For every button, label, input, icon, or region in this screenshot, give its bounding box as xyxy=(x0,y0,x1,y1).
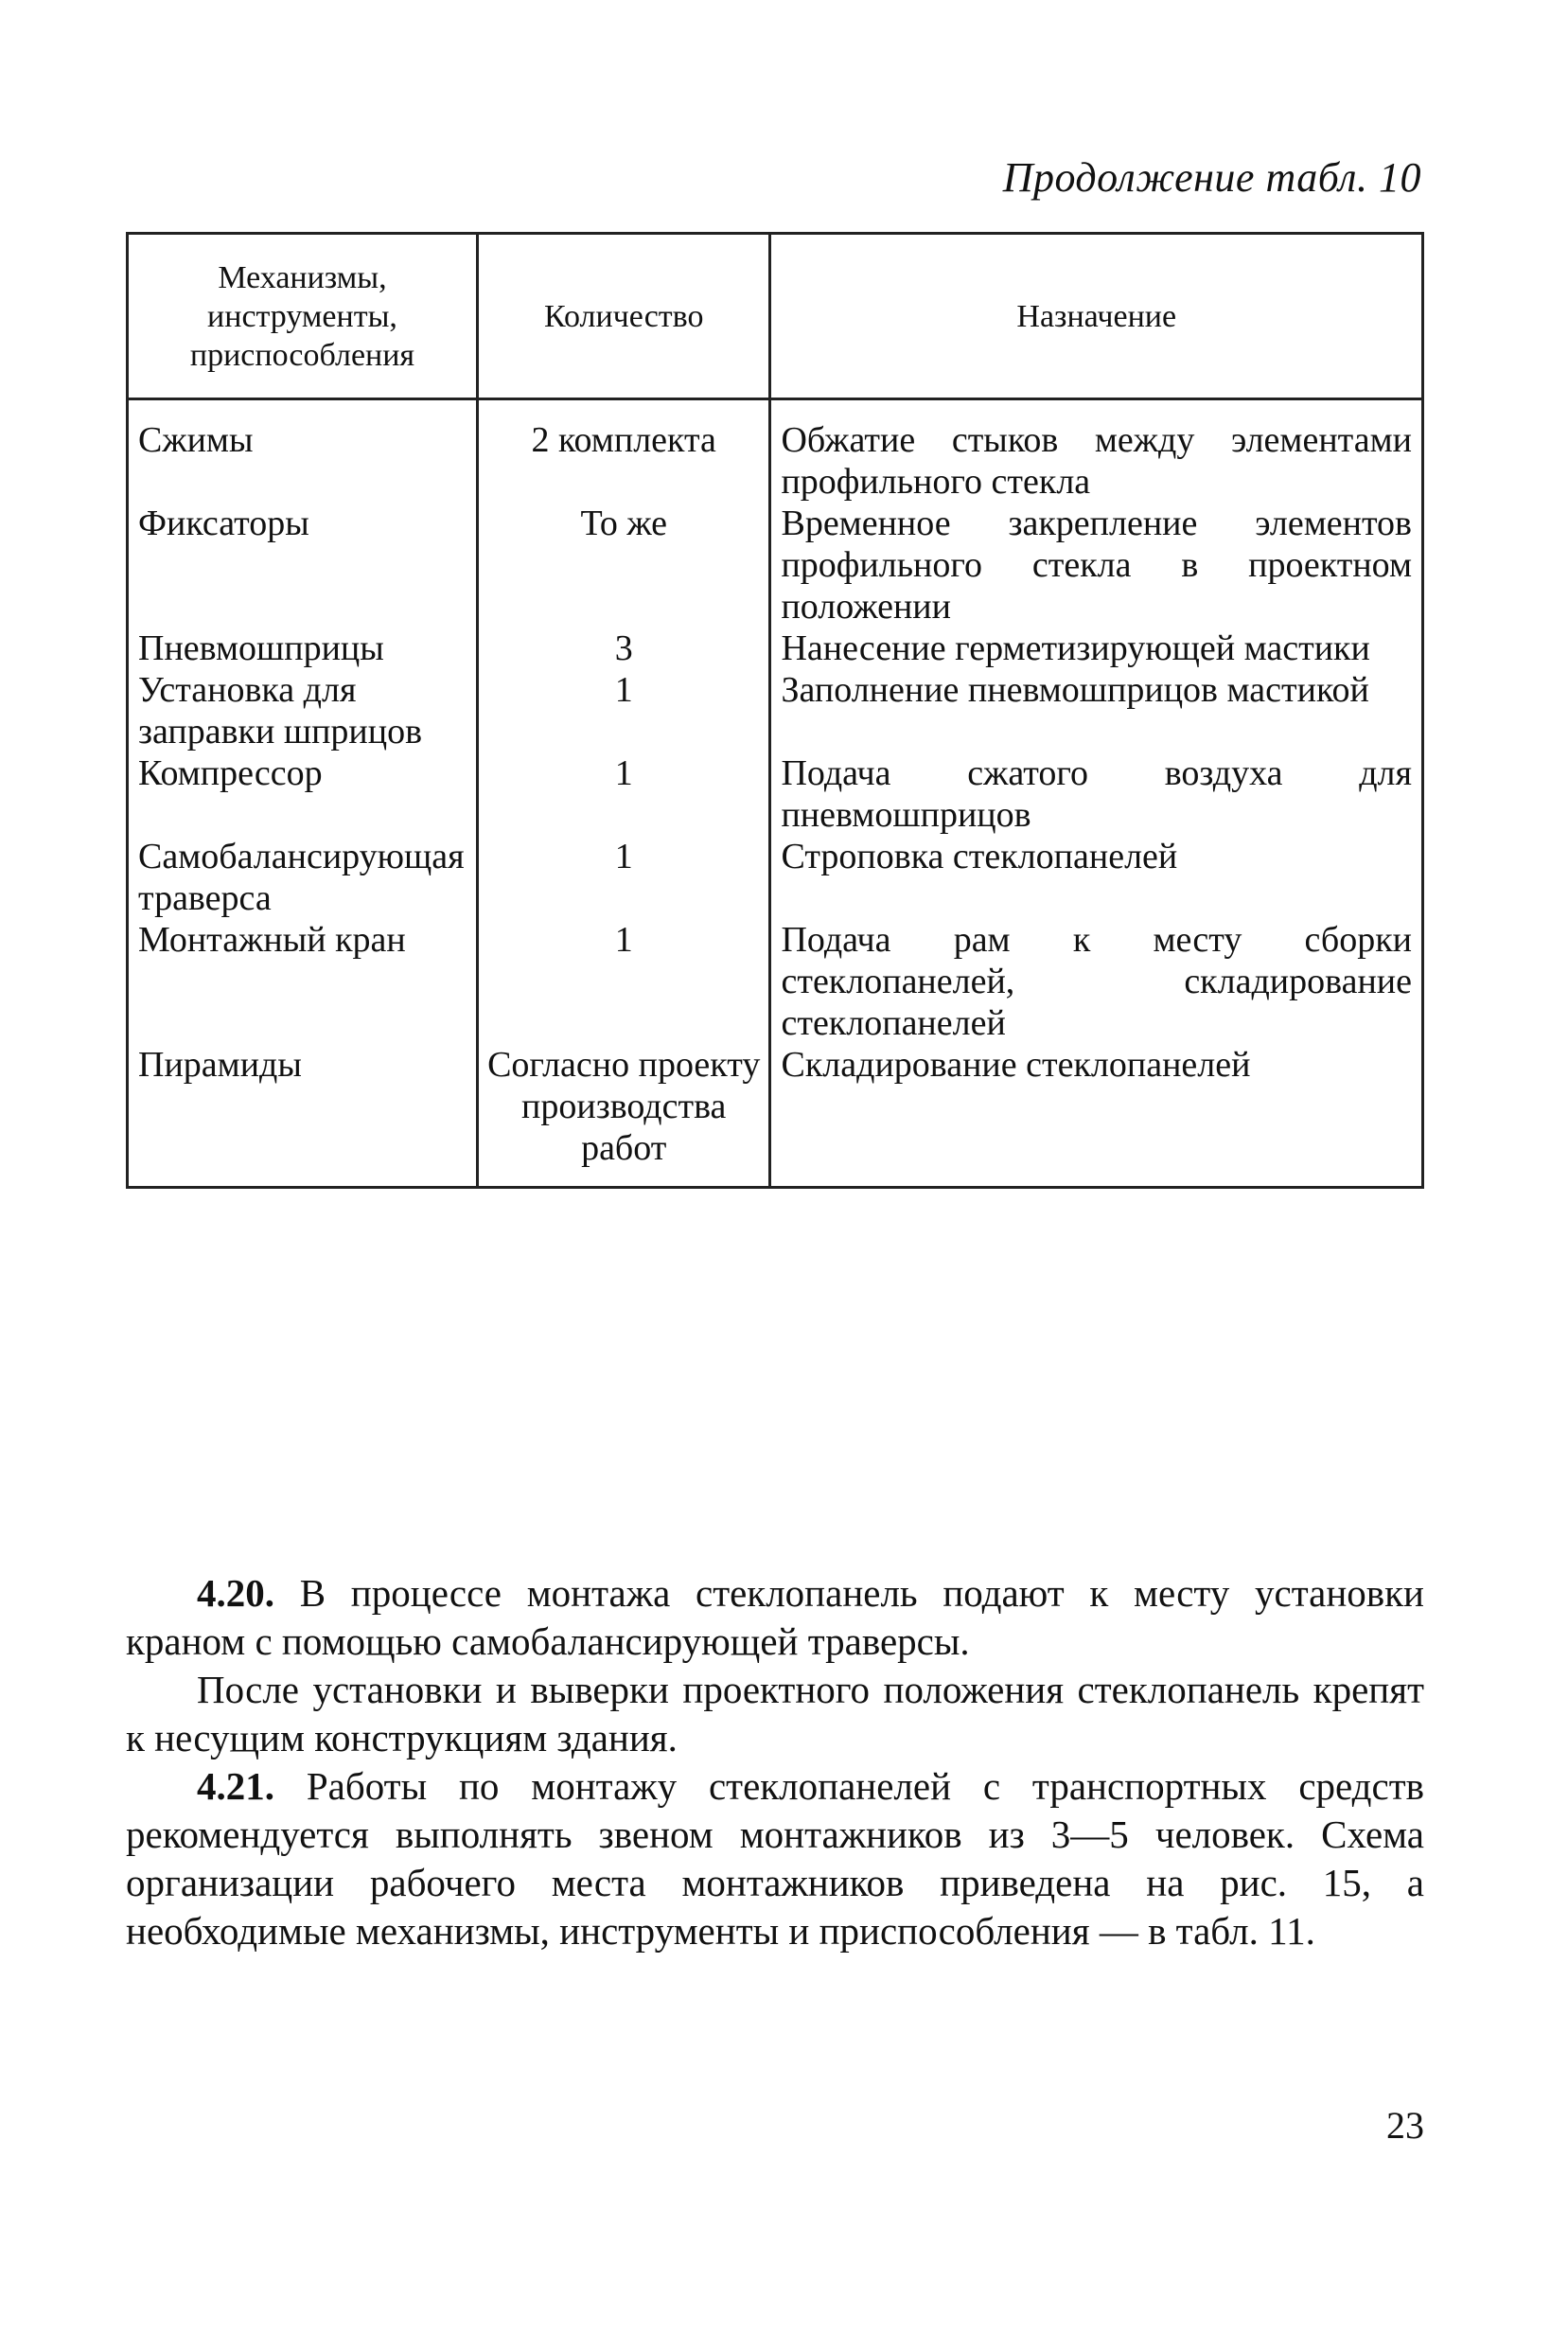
cell-item: Фиксаторы xyxy=(128,503,478,628)
header-purpose: Назначение xyxy=(770,234,1423,399)
table-row xyxy=(128,752,1423,836)
cell-qty: 1 xyxy=(477,836,770,919)
paragraph-4-21 xyxy=(126,1762,1424,1955)
table-row xyxy=(128,919,1423,1044)
cell-purpose: Заполнение пневмошприцов мастикой xyxy=(770,669,1423,752)
header-quantity: Количество xyxy=(477,234,770,399)
cell-purpose: Складирование стеклопанелей xyxy=(770,1044,1423,1188)
paragraph-text: В процессе монтажа стеклопанель подают к месту установки краном с помощью самобалансирующей траверсы. xyxy=(126,1571,1424,1663)
cell-item: Компрессор xyxy=(128,752,478,836)
paragraph-text: Работы по монтажу стеклопанелей с транспортных средств рекомендуется выполнять звеном монтажников из 3—5 человек. Схема организации рабочего места монтажников приведена на рис. 15, а необходимые механизмы, инструменты и приспособления — в табл. 11. xyxy=(126,1764,1425,1953)
table-row xyxy=(128,669,1423,752)
paragraph-4-20 xyxy=(126,1569,1424,1666)
cell-item: Сжимы xyxy=(128,399,478,504)
table-caption: Продолжение табл. 10 xyxy=(1002,154,1421,201)
cell-item: Установка для заправки шприцов xyxy=(128,669,478,752)
cell-purpose: Строповка стеклопанелей xyxy=(770,836,1423,919)
cell-qty: 3 xyxy=(477,628,770,669)
cell-purpose: Обжатие стыков между элементами профильного стекла xyxy=(770,399,1423,504)
cell-purpose: Нанесение герметизирующей мастики xyxy=(770,628,1423,669)
table-row xyxy=(128,628,1423,669)
cell-purpose: Подача сжатого воздуха для пневмошприцов xyxy=(770,752,1423,836)
paragraph-text: После установки и выверки проектного положения стеклопанель крепят к несущим конструкциям здания. xyxy=(126,1668,1424,1760)
cell-purpose: Подача рам к месту сборки стеклопанелей, складирование стеклопанелей xyxy=(770,919,1423,1044)
cell-item: Пневмошприцы xyxy=(128,628,478,669)
table-row xyxy=(128,1044,1423,1188)
clause-number: 4.21. xyxy=(197,1764,274,1808)
table-row xyxy=(128,836,1423,919)
cell-qty: 2 комплекта xyxy=(477,399,770,504)
page-number: 23 xyxy=(1386,2104,1424,2147)
cell-qty: 1 xyxy=(477,919,770,1044)
cell-item: Самобалансирующая траверса xyxy=(128,836,478,919)
cell-purpose: Временное закрепление элементов профильного стекла в проектном положении xyxy=(770,503,1423,628)
cell-qty: 1 xyxy=(477,752,770,836)
table-row xyxy=(128,503,1423,628)
equipment-table xyxy=(126,232,1424,1189)
paragraph-after-installation xyxy=(126,1666,1424,1762)
cell-qty: То же xyxy=(477,503,770,628)
cell-qty: Согласно проекту производства работ xyxy=(477,1044,770,1188)
clause-number: 4.20. xyxy=(197,1571,274,1615)
cell-qty: 1 xyxy=(477,669,770,752)
cell-item: Пирамиды xyxy=(128,1044,478,1188)
cell-item: Монтажный кран xyxy=(128,919,478,1044)
header-mechanisms: Механизмы, инструменты, приспособления xyxy=(128,234,478,399)
table-row xyxy=(128,399,1423,504)
table-header-row xyxy=(128,234,1423,399)
